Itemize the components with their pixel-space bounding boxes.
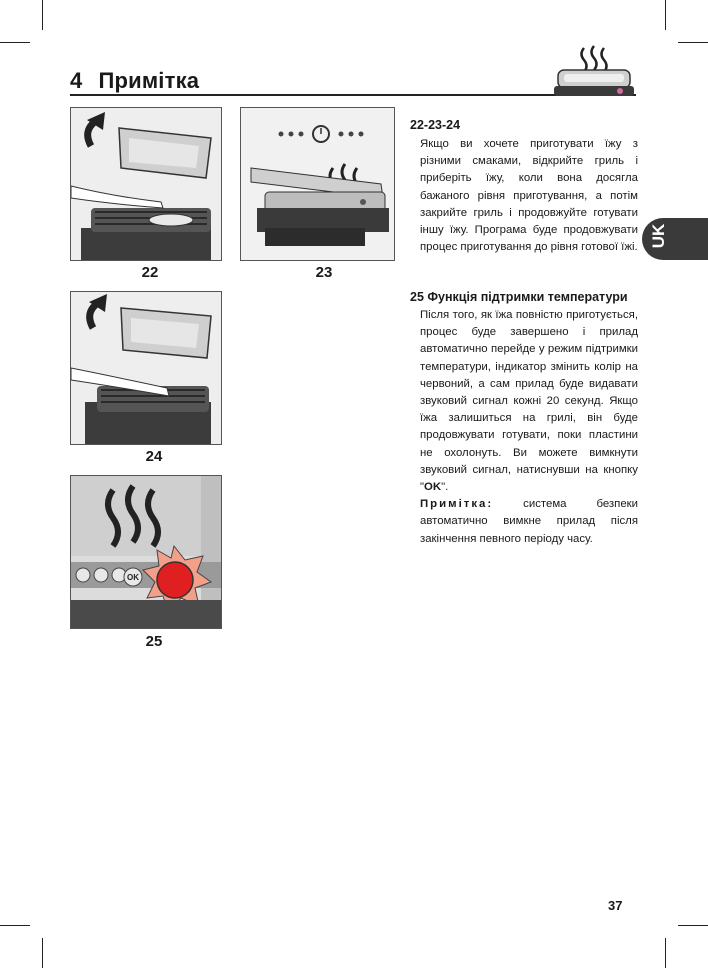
crop-mark xyxy=(678,42,708,43)
crop-mark xyxy=(42,938,43,968)
figure-22-illustration xyxy=(71,108,221,260)
crop-mark xyxy=(678,925,708,926)
ok-button-icon-label: OK xyxy=(127,573,139,582)
note-text: система безпеки автоматично вимкне прилад після закінчення певного періоду часу. xyxy=(420,498,639,545)
section-heading: 22-23-24 xyxy=(410,118,461,132)
figure-24-illustration xyxy=(71,292,221,444)
paragraph-text: Після того, як їжа повністю приготується, процес буде завершено і прилад автоматично перейде у режим підтримки температури, індикатор змінить колір на червоний, а сам прилад буде видавати звуковий сигнал кожні 20 секунд. Якщо їжа залишиться на грилі, він буде продовжувати готувати, поки пластини не охолонуть. Ви можете вимкнути звуковий сигнал, натиснувши на кнопку " xyxy=(420,309,638,494)
figure-24-caption: 24 xyxy=(145,448,163,465)
ok-button-label: OK xyxy=(424,481,442,494)
crop-mark xyxy=(0,925,30,926)
crop-mark xyxy=(0,42,30,43)
paragraph-text-end: ". xyxy=(441,481,449,494)
section-number: 4 xyxy=(70,68,83,93)
section-title: Примітка xyxy=(98,68,200,93)
figure-25-caption: 25 xyxy=(145,633,163,650)
section-paragraph xyxy=(420,307,638,548)
note-label: Примітка: xyxy=(420,498,494,511)
grill-header-icon xyxy=(548,44,638,102)
figure-25-illustration xyxy=(71,476,221,628)
page-number: 37 xyxy=(608,898,623,913)
crop-mark xyxy=(42,0,43,30)
figure-22-caption: 22 xyxy=(141,264,159,281)
language-tab xyxy=(642,218,708,260)
figure-23-image xyxy=(240,107,395,261)
crop-mark xyxy=(665,0,666,30)
section-paragraph: Якщо ви хочете приготувати їжу з різними смаками, відкрийте гриль і приберіть їжу, коли вона досягла бажаного рівня приготування, а потім закрийте гриль і продовжуйте готувати іншу їжу. Програма буде продовжувати процес приготування до рівня готової їжі. xyxy=(420,138,638,254)
figure-24-image xyxy=(70,291,222,445)
section-heading: 25 Функція підтримки температури xyxy=(410,290,628,304)
language-tab-label: UK xyxy=(649,223,668,249)
crop-mark xyxy=(665,938,666,968)
figure-23-caption: 23 xyxy=(315,264,333,281)
figure-23-illustration xyxy=(241,108,394,260)
page-title xyxy=(70,68,199,94)
figure-25-image xyxy=(70,475,222,629)
figure-22-image xyxy=(70,107,222,261)
